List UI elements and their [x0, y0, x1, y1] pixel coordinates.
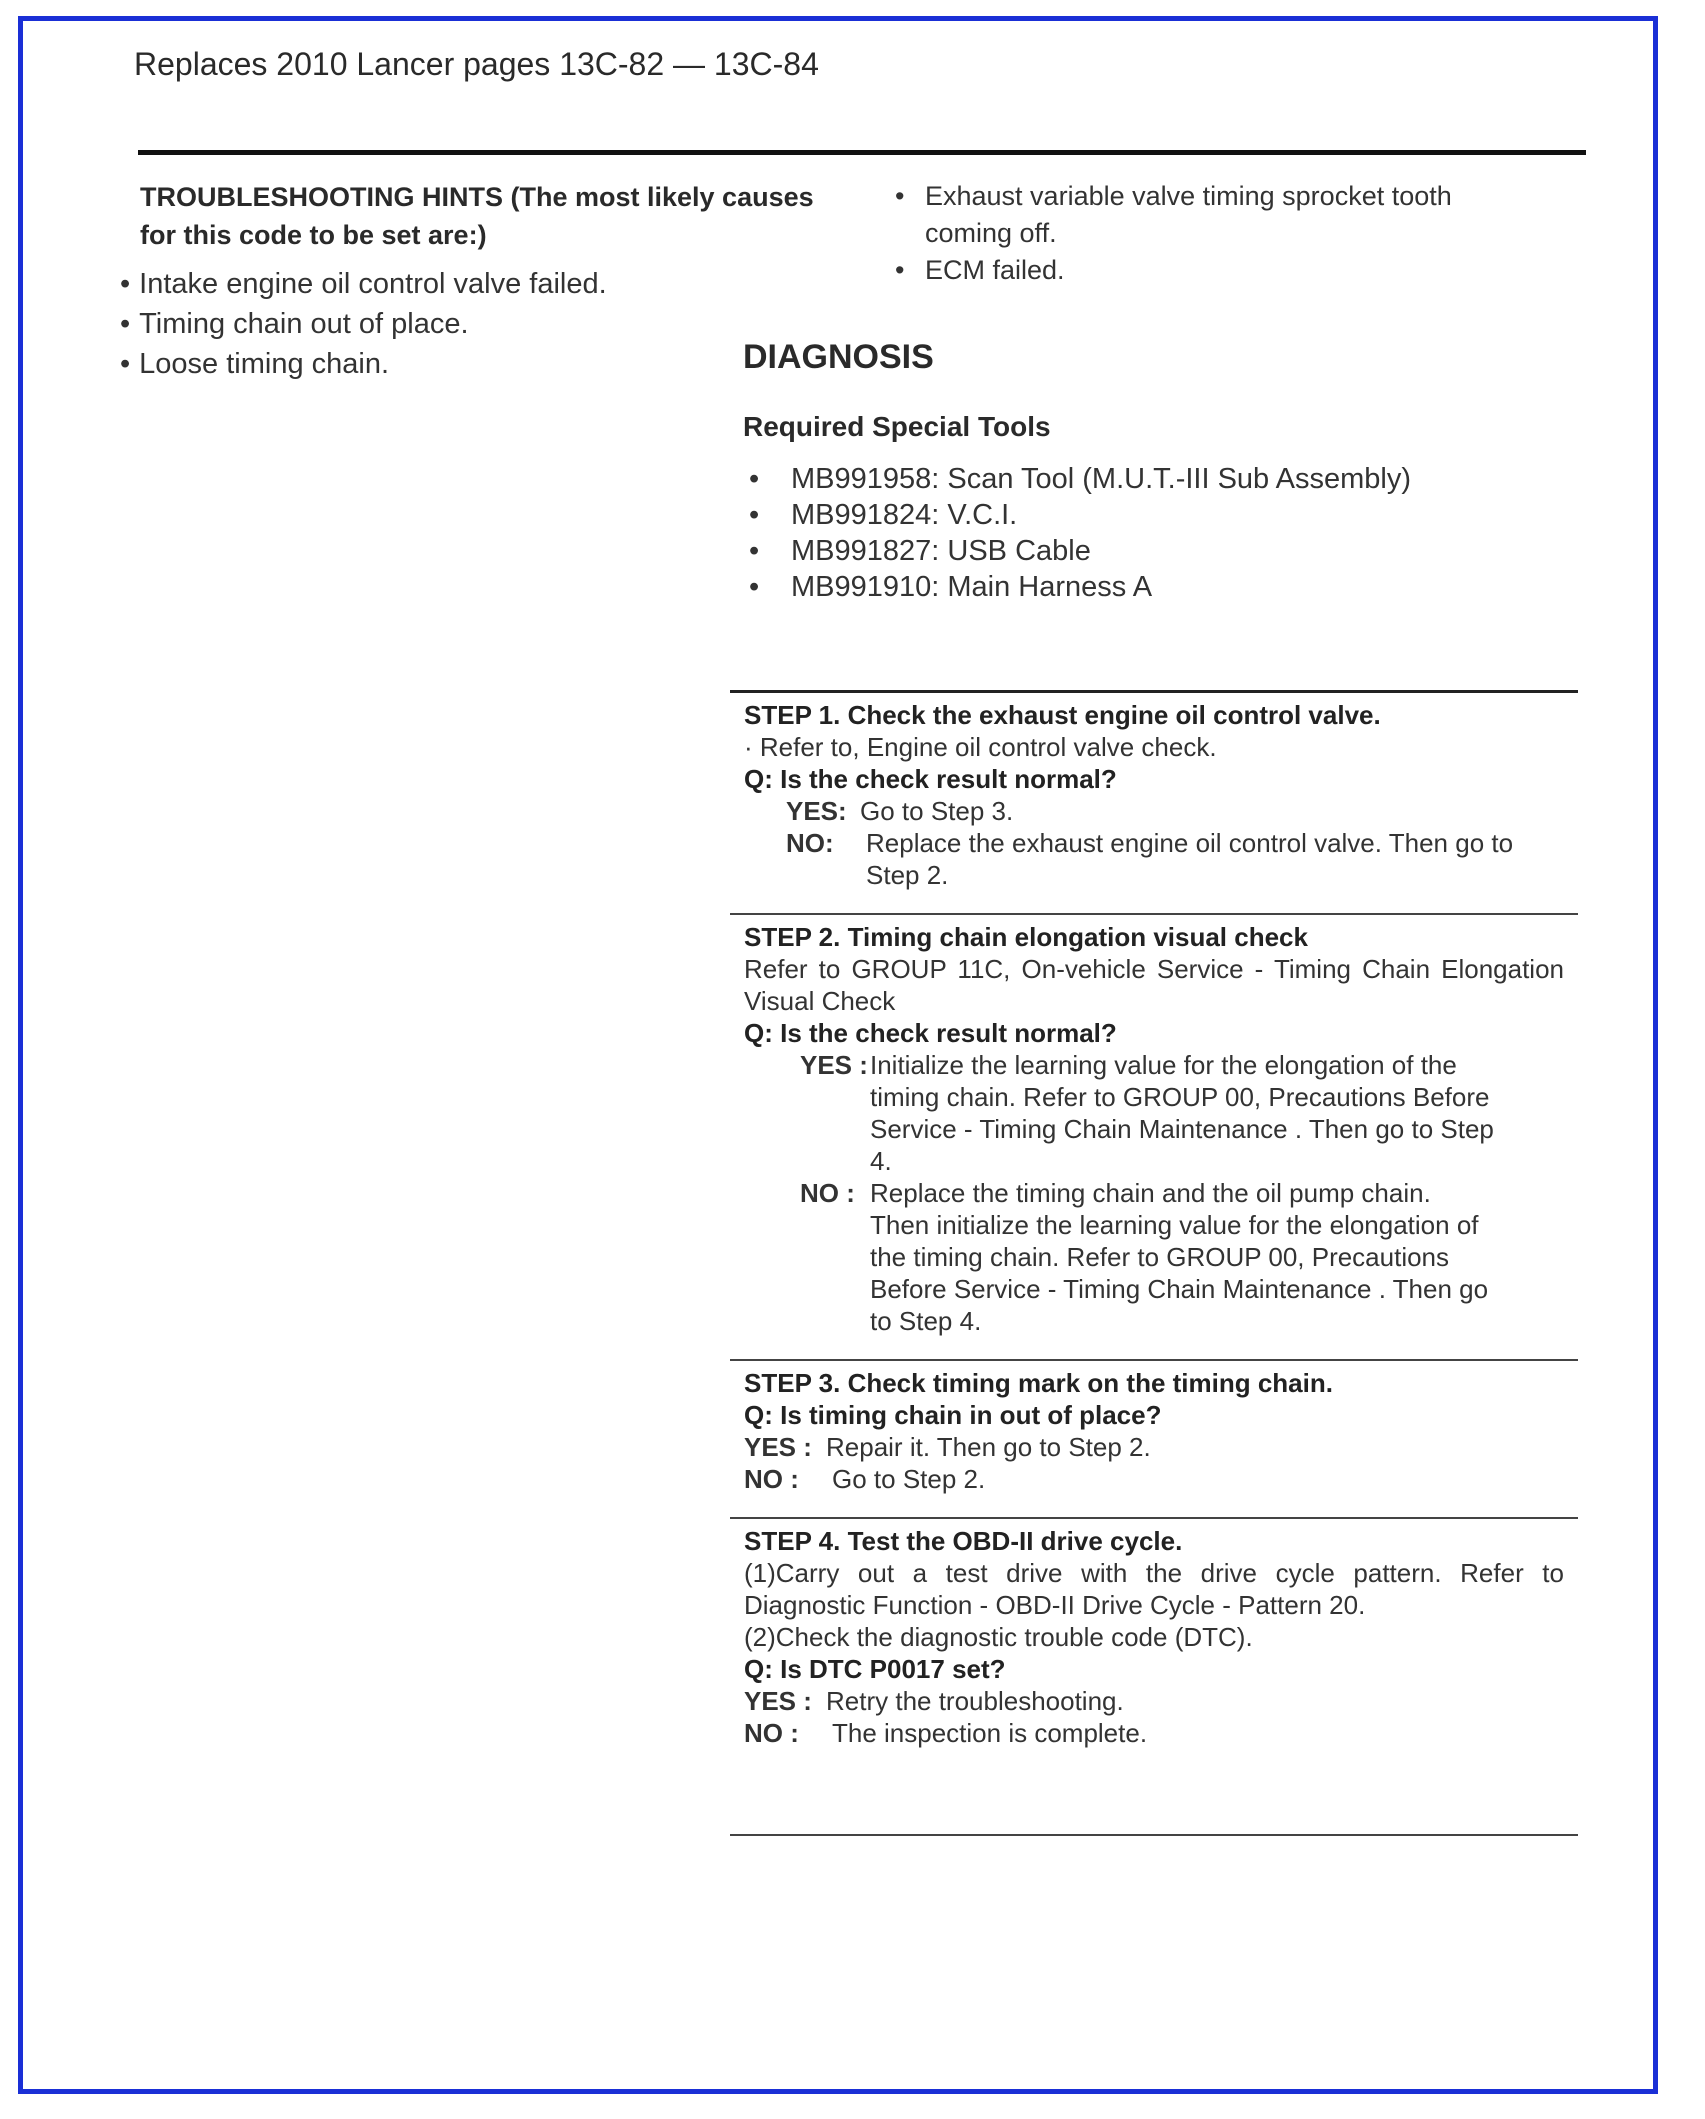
hints-title: TROUBLESHOOTING HINTS (The most likely causes for this code to be set are:) [140, 182, 814, 250]
hints-list-right-container [895, 178, 1545, 289]
hints-list-left [120, 264, 820, 384]
no-answer [744, 1463, 1564, 1495]
yes-label: YES: [786, 796, 847, 826]
diagnostic-steps [730, 690, 1578, 1771]
no-label: NO : [744, 1718, 799, 1748]
yes-text: Repair it. Then go to Step 2. [826, 1432, 1151, 1462]
step-title: STEP 1. Check the exhaust engine oil control valve. [744, 700, 1381, 730]
yes-label: YES : [744, 1432, 812, 1462]
no-label: NO : [744, 1464, 799, 1494]
tools-list [743, 461, 1583, 605]
end-rule [730, 1834, 1578, 1836]
list-item: • MB991910: Main Harness A [743, 569, 1583, 605]
list-item: • MB991827: USB Cable [743, 533, 1583, 569]
step-title: STEP 2. Timing chain elongation visual check [744, 922, 1308, 952]
step-item-2: (2)Check the diagnostic trouble code (DTC). [744, 1622, 1253, 1652]
yes-answer [744, 1685, 1564, 1717]
step-4 [730, 1517, 1578, 1771]
step-title: STEP 4. Test the OBD-II drive cycle. [744, 1526, 1183, 1556]
no-answer [744, 1177, 1564, 1337]
list-item: • Exhaust variable valve timing sprocket tooth coming off. [895, 178, 1545, 252]
step-3 [730, 1359, 1578, 1517]
step-1 [730, 690, 1578, 913]
no-text: Replace the timing chain and the oil pump chain. Then initialize the learning value for the elongation of the timing chain. Refer to GROUP 00, Precautions Before Service - Timing Chain Maintenance . Then go to Step 4. [870, 1178, 1489, 1336]
step-question: Q: Is the check result normal? [744, 1018, 1117, 1048]
yes-answer [744, 1431, 1564, 1463]
troubleshooting-hints [140, 178, 820, 384]
step-title: STEP 3. Check timing mark on the timing chain. [744, 1368, 1333, 1398]
list-item: • MB991824: V.C.I. [743, 497, 1583, 533]
yes-label: YES : [744, 1686, 812, 1716]
step-reference: Refer to GROUP 11C, On-vehicle Service - Timing Chain Elongation Visual Check [744, 954, 1564, 1016]
yes-label: YES : [800, 1050, 868, 1080]
no-label: NO: [786, 828, 834, 858]
yes-text: Retry the troubleshooting. [826, 1686, 1124, 1716]
header-rule [138, 150, 1586, 155]
yes-answer [744, 1049, 1564, 1177]
hints-list-right [895, 178, 1545, 289]
yes-answer [744, 795, 1564, 827]
no-answer [744, 1717, 1564, 1749]
step-item-1: (1)Carry out a test drive with the drive cycle pattern. Refer to Diagnostic Function - OBD-II Drive Cycle - Pattern 20. [744, 1558, 1564, 1620]
list-item: • Timing chain out of place. [120, 304, 820, 344]
list-item: • Intake engine oil control valve failed. [120, 264, 820, 304]
step-question: Q: Is timing chain in out of place? [744, 1400, 1162, 1430]
step-question: Q: Is DTC P0017 set? [744, 1654, 1006, 1684]
list-item: • MB991958: Scan Tool (M.U.T.-III Sub Assembly) [743, 461, 1583, 497]
yes-text: Initialize the learning value for the elongation of the timing chain. Refer to GROUP 00, Precautions Before Service - Timing Chain Maintenance . Then go to Step 4. [870, 1050, 1494, 1176]
list-item: • Loose timing chain. [120, 344, 820, 384]
no-text: Go to Step 2. [832, 1464, 986, 1494]
no-text: The inspection is complete. [832, 1718, 1148, 1748]
no-answer [744, 827, 1564, 891]
page-header: Replaces 2010 Lancer pages 13C-82 — 13C-84 [134, 46, 819, 82]
diagnosis-title: DIAGNOSIS [743, 338, 934, 376]
step-reference: · Refer to, Engine oil control valve check. [744, 732, 1217, 762]
no-label: NO : [800, 1178, 855, 1208]
step-2 [730, 913, 1578, 1359]
list-item: • ECM failed. [895, 252, 1545, 289]
step-question: Q: Is the check result normal? [744, 764, 1117, 794]
no-text: Replace the exhaust engine oil control valve. Then go to Step 2. [866, 828, 1514, 890]
tools-title: Required Special Tools [743, 411, 1051, 442]
yes-text: Go to Step 3. [860, 796, 1014, 826]
diagnosis-section [743, 338, 1583, 605]
